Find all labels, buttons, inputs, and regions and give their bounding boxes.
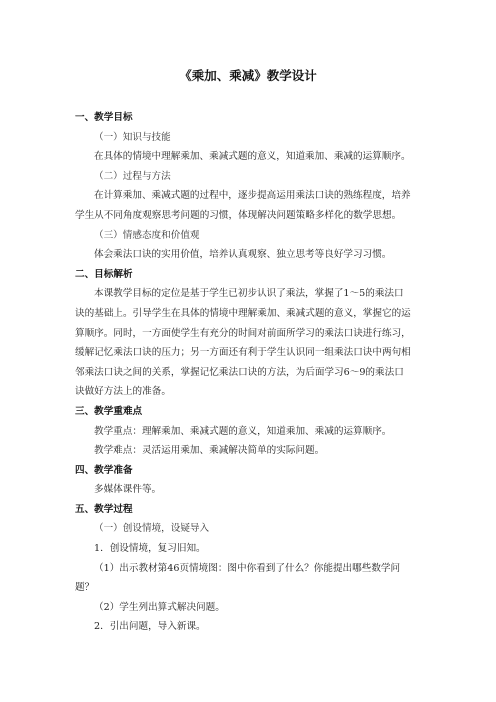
section-heading: 四、教学准备 [75, 464, 133, 476]
document-body [75, 108, 423, 637]
paragraph-line: 缓解记忆乘法口诀的压力；另一方面还有利于学生认识同一组乘法口诀中两句相 [75, 347, 411, 359]
paragraph-line: 题？ [75, 582, 95, 594]
paragraph-line: 在计算乘加、乘减式题的过程中，逐步提高运用乘法口诀的熟练程度，培养 [94, 190, 411, 202]
subsection-heading: （一）创设情境，设疑导入 [94, 523, 210, 535]
paragraph-line: 在具体的情境中理解乘加、乘减式题的意义，知道乘加、乘减的运算顺序。 [94, 151, 411, 163]
paragraph-line: 教学难点：灵活运用乘加、乘减解决简单的实际问题。 [94, 445, 325, 457]
paragraph-line: 多媒体课件等。 [94, 484, 162, 496]
document-title: 《乘加、乘减》教学设计 [179, 68, 317, 83]
paragraph-line: 2．引出问题，导入新课。 [94, 621, 206, 633]
paragraph-line: （1）出示教材第46页情境图：图中你看到了什么？你能提出哪些数学问 [94, 562, 401, 574]
paragraph-line: 学生从不同角度观察思考问题的习惯，体现解决问题策略多样化的数学思想。 [75, 209, 402, 221]
subsection-heading: （二）过程与方法 [94, 170, 171, 182]
section-heading: 一、教学目标 [75, 112, 133, 123]
paragraph-line: （2）学生列出算式解决问题。 [94, 601, 225, 613]
paragraph-line: 算顺序。同时，一方面使学生有充分的时间对前面所学习的乘法口诀进行练习， [75, 327, 411, 339]
paragraph-line: 1．创设情境，复习旧知。 [94, 543, 206, 555]
subsection-heading: （一）知识与技能 [94, 131, 171, 143]
section-heading: 五、教学过程 [75, 503, 133, 515]
paragraph-line: 诀做好方法上的准备。 [75, 386, 171, 398]
paragraph-line: 体会乘法口诀的实用价值，培养认真观察、独立思考等良好学习习惯。 [94, 249, 392, 261]
section-heading: 二、目标解析 [75, 268, 133, 280]
paragraph-line: 诀的基础上。引导学生在具体的情境中理解乘加、乘减式题的意义，掌握它的运 [75, 307, 411, 319]
paragraph-line: 教学重点：理解乘加、乘减式题的意义，知道乘加、乘减的运算顺序。 [94, 425, 392, 437]
paragraph-line: 邻乘法口诀之间的关系，掌握记忆乘法口诀的方法，为后面学习6～9的乘法口 [75, 366, 404, 378]
section-heading: 三、教学重难点 [75, 405, 143, 417]
subsection-heading: （三）情感态度和价值观 [94, 229, 200, 241]
paragraph-line: 本课教学目标的定位是基于学生已初步认识了乘法，掌握了1～5的乘法口 [94, 288, 404, 300]
